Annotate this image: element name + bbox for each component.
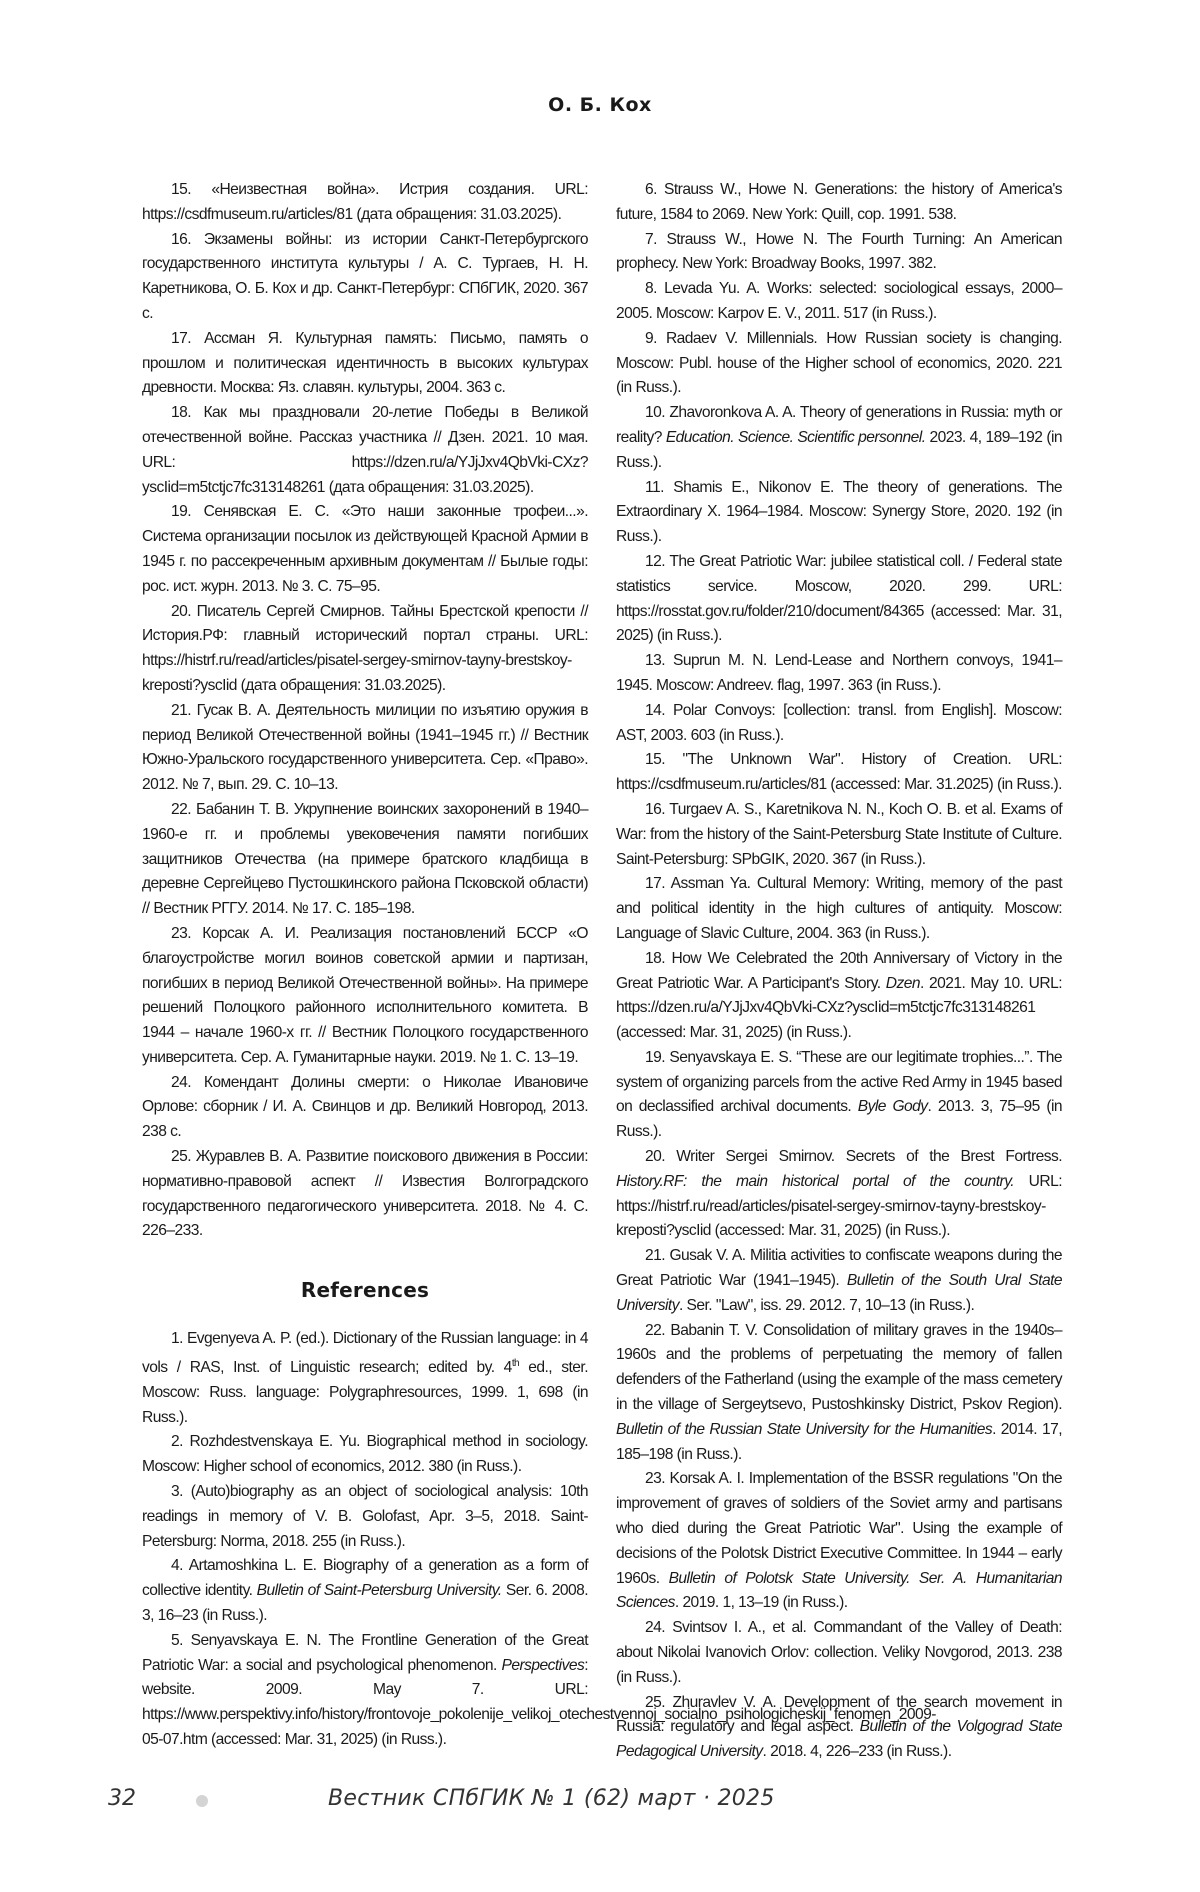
bibliography-entry: 20. Писатель Сергей Смирнов. Тайны Брестской крепости // История.РФ: главный исторический портал страны. URL: https://histrf.ru/read/articles/pisatel-sergey-smirnov-tayny-brestskoy-kreposti?yscIid (дата обращения: 31.03.2025). — [142, 602, 588, 694]
reference-entry: 6. Strauss W., Howe N. Generations: the history of America's future, 1584 to 2069. New York: Quill, cop. 1991. 538. — [616, 181, 1062, 223]
reference-entry: 18. How We Celebrated the 20th Anniversary of Victory in the Great Patriotic War. A Participant's Story. Dzen. 2021. May 10. URL: https://dzen.ru/a/YJjJxv4QbVki-CXz?yscIid=m5tctjc7fc313148261 (accessed: Mar. 31, 2025) (in Russ.). — [616, 949, 1062, 1042]
bibliography-entry: 25. Журавлев В. А. Развитие поискового движения в России: нормативно-правовой аспект // Известия Волгоградского государственного педагогического университета. 2018. № 4. С. 226–233. — [142, 1148, 588, 1240]
bibliography-entry: 15. «Неизвестная война». Истрия создания. URL: https://csdfmuseum.ru/articles/81 (дата обращения: 31.03.2025). — [142, 181, 588, 223]
russian-bibliography-list — [142, 178, 588, 1244]
reference-entry: 3. (Auto)biography as an object of sociological analysis: 10th readings in memory of V. B. Golofast, Apr. 3–5, 2018. Saint-Petersburg: Norma, 2018. 255 (in Russ.). — [142, 1483, 588, 1550]
reference-entry: 16. Turgaev A. S., Karetnikova N. N., Koch O. B. et al. Exams of War: from the history of the Saint-Petersburg State Institute of Culture. Saint-Petersburg: SPbGIK, 2020. 367 (in Russ.). — [616, 800, 1062, 868]
footer-dot-ornament — [196, 1795, 208, 1807]
reference-entry: 25. Zhuravlev V. A. Development of the search movement in Russia: regulatory and legal aspect. Bulletin of the Volgograd State Pedagogical University. 2018. 4, 226–233 (in Russ.). — [616, 1693, 1062, 1761]
reference-entry: 23. Korsak A. I. Implementation of the BSSR regulations "On the improvement of graves of soldiers of the Soviet army and partisans who died during the Great Patriotic War". Using the example of decisions of the Polotsk District Executive Committee. In 1944 – early 1960s. Bulletin of Polotsk State University. Ser. A. Humanitarian Sciences. 2019. 1, 13–19 (in Russ.). — [616, 1470, 1062, 1612]
reference-entry: 7. Strauss W., Howe N. The Fourth Turning: An American prophecy. New York: Broadway Books, 1997. 382. — [616, 230, 1062, 273]
reference-entry: 17. Assman Ya. Cultural Memory: Writing, memory of the past and political identity in the high cultures of antiquity. Moscow: Language of Slavic Culture, 2004. 363 (in Russ.). — [616, 875, 1062, 942]
bibliography-entry: 22. Бабанин Т. В. Укрупнение воинских захоронений в 1940–1960-е гг. и проблемы увековечения памяти погибших защитников Отечества (на примере братского кладбища в деревне Сергейцево Пустошкинского района Псковской области) // Вестник РГГУ. 2014. № 17. С. 185–198. — [142, 800, 588, 918]
bibliography-entry: 18. Как мы праздновали 20-летие Победы в Великой отечественной войне. Рассказ участника // Дзен. 2021. 10 мая. URL: https://dzen.ru/a/YJjJxv4QbVki-CXz?yscIid=m5tctjc7fc313148261 (дата обращения: 31.03.2025). — [142, 404, 588, 496]
bibliography-entry: 19. Сенявская Е. С. «Это наши законные трофеи...». Система организации посылок из действующей Красной Армии в 1945 г. по рассекреченным архивным документам // Былые годы: рос. ист. журн. 2013. № 3. С. 75–95. — [142, 503, 588, 595]
reference-entry: 10. Zhavoronkova A. A. Theory of generations in Russia: myth or reality? Education. Science. Scientific personnel. 2023. 4, 189–192 (in Russ.). — [616, 404, 1063, 471]
right-column — [616, 178, 1062, 1765]
reference-entry: 13. Suprun M. N. Lend-Lease and Northern convoys, 1941–1945. Moscow: Andreev. flag, 1997. 363 (in Russ.). — [616, 652, 1062, 694]
reference-entry: 24. Svintsov I. A., et al. Commandant of the Valley of Death: about Nikolai Ivanovich Orlov: collection. Veliky Novgorod, 2013. 238 (in Russ.). — [616, 1619, 1062, 1686]
bibliography-entry: 16. Экзамены войны: из истории Санкт-Петербургского государственного института культуры / А. С. Тургаев, Н. Н. Каретникова, О. Б. Кох и др. Санкт-Петербург: СПбГИК, 2020. 367 с. — [142, 230, 588, 322]
reference-entry: 8. Levada Yu. A. Works: selected: sociological essays, 2000–2005. Moscow: Karpov E. V., 2011. 517 (in Russ.). — [616, 280, 1062, 322]
reference-entry: 15. "The Unknown War". History of Creation. URL: https://csdfmuseum.ru/articles/81 (accessed: Mar. 31.2025) (in Russ.). — [616, 751, 1062, 794]
bibliography-entry: 24. Комендант Долины смерти: о Николае Ивановиче Орлове: сборник / И. А. Свинцов и др. Великий Новгород, 2013. 238 с. — [142, 1073, 588, 1141]
bibliography-entry: 17. Ассман Я. Культурная память: Письмо, память о прошлом и политическая идентичность в высоких культурах древности. Москва: Яз. славян. культуры, 2004. 363 с. — [142, 329, 588, 397]
journal-title: Вестник СПбГИК № 1 (62) март · 2025 — [328, 1786, 775, 1811]
page-footer — [0, 1786, 1200, 1816]
page-number: 32 — [108, 1786, 136, 1811]
bibliography-entry: 23. Корсак А. И. Реализация постановлений БССР «О благоустройстве могил воинов советской армии и партизан, погибших в период Великой Отечественной войны». На примере решений Полоцкого районного исполнительного комитета. В 1944 – начале 1960-х гг. // Вестник Полоцкого государственного университета. Сер. А. Гуманитарные науки. 2019. № 1. С. 13–19. — [142, 924, 588, 1066]
reference-entry: 21. Gusak V. A. Militia activities to confiscate weapons during the Great Patriotic War (1941–1945). Bulletin of the South Ural State University. Ser. "Law", iss. 29. 2012. 7, 10–13 (in Russ.). — [616, 1247, 1062, 1314]
running-header-author: О. Б. Кох — [548, 94, 652, 116]
reference-entry: 9. Radaev V. Millennials. How Russian society is changing. Moscow: Publ. house of the Higher school of economics, 2020. 221 (in Russ.). — [616, 329, 1062, 397]
reference-entry: 14. Polar Convoys: [collection: transl. from English]. Moscow: AST, 2003. 603 (in Russ.). — [616, 701, 1062, 744]
reference-entry: 4. Artamoshkina L. E. Biography of a generation as a form of collective identity. Bulletin of Saint-Petersburg University. Ser. 6. 2008. 3, 16–23 (in Russ.). — [142, 1557, 588, 1625]
reference-entry: 22. Babanin T. V. Consolidation of military graves in the 1940s–1960s and the problems of perpetuating the memory of fallen defenders of the Fatherland (using the example of the mass cemetery in the village of Sergeytsevo, Pustoshkinsky District, Pskov Region). Bulletin of the Russian State University for the Humanities. 2014. 17, 185–198 (in Russ.). — [616, 1321, 1062, 1463]
reference-entry: 12. The Great Patriotic War: jubilee statistical coll. / Federal state statistics service. Moscow, 2020. 299. URL: https://rosstat.gov.ru/folder/210/document/84365 (accessed: Mar. 31, 2025) (in Russ.). — [616, 552, 1062, 645]
references-title: References — [300, 1278, 430, 1303]
references-list-part2 — [616, 178, 1062, 1765]
bibliography-entry: 21. Гусак В. А. Деятельность милиции по изъятию оружия в период Великой Отечественной войны (1941–1945 гг.) // Вестник Южно-Уральского государственного университета. Сер. «Право». 2012. № 7, вып. 29. С. 10–13. — [142, 701, 588, 794]
reference-entry: 11. Shamis E., Nikonov E. The theory of generations. The Extraordinary X. 1964–1984. Moscow: Synergy Store, 2020. 192 (in Russ.). — [616, 478, 1062, 546]
reference-entry: 20. Writer Sergei Smirnov. Secrets of the Brest Fortress. History.RF: the main historical portal of the country. URL: https://histrf.ru/read/articles/pisatel-sergey-smirnov-tayny-brestskoy-kreposti?yscIid (accessed: Mar. 31, 2025) (in Russ.). — [616, 1148, 1062, 1240]
reference-entry: 2. Rozhdestvenskaya E. Yu. Biographical method in sociology. Moscow: Higher school of economics, 2012. 380 (in Russ.). — [142, 1433, 588, 1476]
reference-entry: 19. Senyavskaya E. S. “These are our legitimate trophies...”. The system of organizing parcels from the active Red Army in 1945 based on declassified archival documents. Byle Gody. 2013. 3, 75–95 (in Russ.). — [616, 1048, 1062, 1141]
reference-entry: 1. Evgenyeva A. P. (ed.). Dictionary of the Russian language: in 4 vols / RAS, Inst. of Linguistic research; edited by. 4th ed., ster. Moscow: Russ. language: Polygraphresources, 1999. 1, 698 (in Russ.). — [142, 1330, 588, 1426]
reference-entry: 5. Senyavskaya E. N. The Frontline Generation of the Great Patriotic War: a social and psychological phenomenon. Perspectives: website. 2009. May 7. URL: https://www.perspektivy.info/history/frontovoje_pokolenije_velikoj_otechestvennoj_socialno_psihologicheskij_fenomen_2009-05-07.htm (accessed: Mar. 31, 2025) (in Russ.). — [142, 1631, 936, 1748]
